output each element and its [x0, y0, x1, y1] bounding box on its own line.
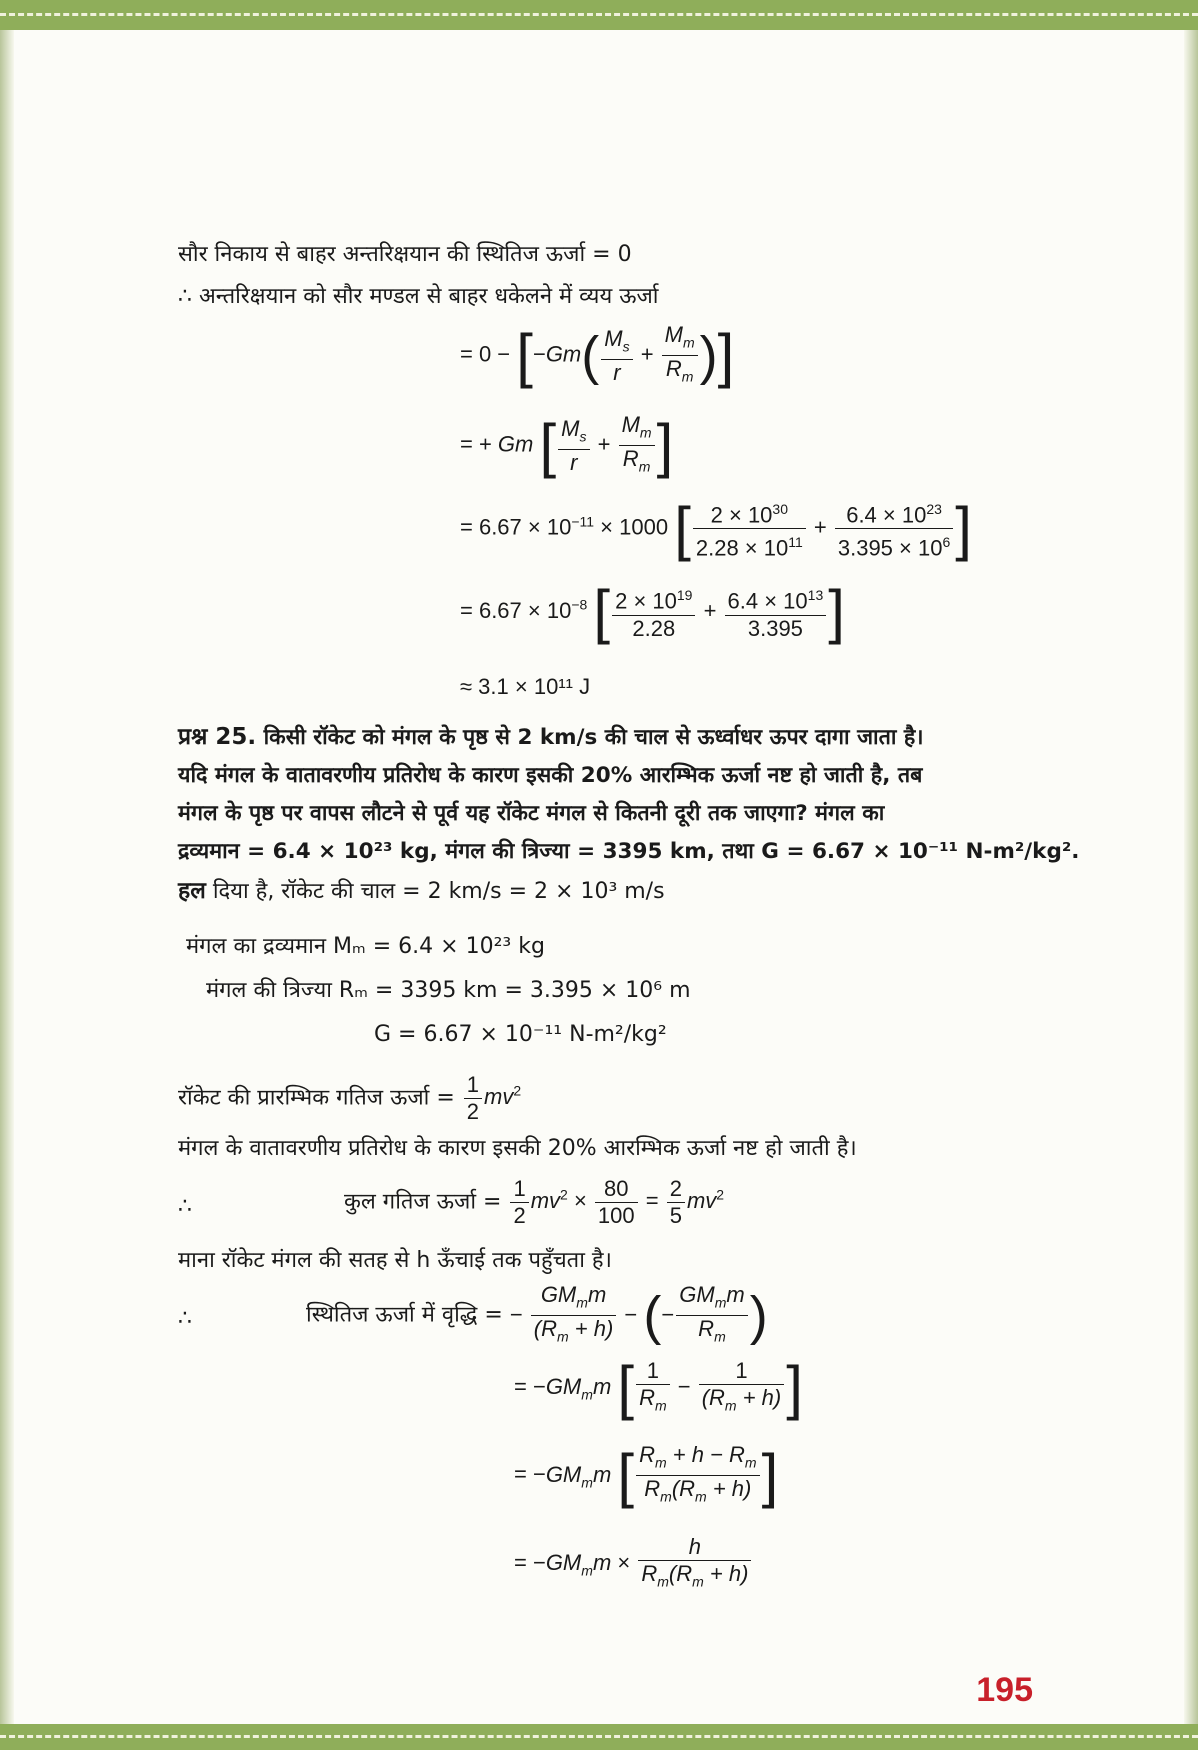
question-label: प्रश्न 25.	[178, 724, 257, 750]
text-line: ∴ अन्तरिक्षयान को सौर मण्डल से बाहर धकेलने में व्यय ऊर्जा	[178, 284, 659, 309]
equation: = $-GM_mm$ × $\frac{h}{R_m(R_m + h)}$	[514, 1534, 753, 1594]
equation: = 0 − [−Gm( $\frac{M_s}{r}$ + $\frac{M_m}{R_m}$ )]	[460, 321, 735, 389]
total-ke-line: कुल गतिज ऊर्जा = $\frac{1}{2}$ $mv^2$ × $\frac{80}{100}$ = $\frac{2}{5}$ $mv^2$	[344, 1176, 725, 1228]
page-content	[14, 30, 1184, 1724]
bottom-border-stitch	[0, 1735, 1198, 1738]
equation: = + Gm [ $\frac{M_s}{r}$ + $\frac{M_m}{R_m}$ ]	[460, 411, 674, 479]
text-line: मंगल के वातावरणीय प्रतिरोध के कारण इसकी 20% आरम्भिक ऊर्जा नष्ट हो जाती है।	[178, 1136, 857, 1161]
text-line: माना रॉकेट मंगल की सतह से h ऊँचाई तक पहुँचता है।	[178, 1248, 612, 1273]
pe-label: स्थितिज ऊर्जा में वृद्धि =	[306, 1302, 503, 1328]
equation: = $6.67 \times 10^{-8}$ [ $\frac{2 \times 10^{19}}{2.28}$ + $\frac{6.4 \times 10^{13}}{3.395}$ ]	[460, 578, 845, 645]
result: ≈ 3.1 × 10¹¹ J	[460, 674, 591, 699]
question-text: किसी रॉकेट को मंगल के पृष्ठ से 2 km/s की चाल से ऊर्ध्वाधर ऊपर दागा जाता है।	[263, 725, 924, 750]
page-number: 195	[976, 1671, 1033, 1709]
text-line: सौर निकाय से बाहर अन्तरिक्षयान की स्थितिज ऊर्जा = 0	[178, 242, 632, 267]
question-line: द्रव्यमान = 6.4 × 10²³ kg, मंगल की त्रिज्या = 3395 km, तथा G = 6.67 × 10⁻¹¹ N-m²/kg².	[178, 839, 1080, 864]
solution-text: दिया है, रॉकेट की चाल = 2 km/s = 2 × 10³ m/s	[212, 879, 665, 904]
left-page-shadow	[0, 30, 14, 1724]
ke-label: रॉकेट की प्रारम्भिक गतिज ऊर्जा =	[178, 1085, 455, 1111]
solution-line	[178, 876, 665, 907]
equation: = $6.67 \times 10^{-11} \times 1000$ [ $\frac{2 \times 10^{30}}{2.28 \times 10^{11}}$ + $\frac{6.4 \times 10^{23}}{3.395 \times 10^6}$ ]	[460, 494, 972, 562]
given-radius: मंगल की त्रिज्या Rₘ = 3395 km = 3.395 × 10⁶ m	[206, 978, 691, 1003]
equation: = $-GM_mm$ [ $\frac{R_m + h - R_m}{R_m(R_m + h)}$ ]	[514, 1441, 779, 1509]
question-line: यदि मंगल के वातावरणीय प्रतिरोध के कारण इसकी 20% आरम्भिक ऊर्जा नष्ट हो जाती है, तब	[178, 763, 923, 788]
pe-line: स्थितिज ऊर्जा में वृद्धि = − $\frac{GM_mm}{(R_m + h)}$ − (− $\frac{GM_mm}{R_m}$ )	[306, 1282, 768, 1346]
given-mass: मंगल का द्रव्यमान Mₘ = 6.4 × 10²³ kg	[186, 934, 545, 959]
equation: = $-GM_mm$ [ $\frac{1}{R_m}$ − $\frac{1}{(R_m + h)}$ ]	[514, 1354, 803, 1422]
question-line: मंगल के पृष्ठ पर वापस लौटने से पूर्व यह रॉकेट मंगल से कितनी दूरी तक जाएगा? मंगल का	[178, 801, 885, 826]
therefore-symbol: ∴	[178, 1194, 192, 1219]
given-g: G = 6.67 × 10⁻¹¹ N-m²/kg²	[374, 1022, 667, 1047]
total-ke-label: कुल गतिज ऊर्जा =	[344, 1189, 502, 1215]
top-border-stitch	[0, 13, 1198, 16]
question-line	[178, 722, 923, 753]
solution-label: हल	[178, 878, 206, 904]
therefore-symbol: ∴	[178, 1306, 192, 1331]
right-page-shadow	[1184, 30, 1198, 1724]
ke-line: रॉकेट की प्रारम्भिक गतिज ऊर्जा = $\frac{1}{2}$ $mv^2$	[178, 1072, 522, 1124]
